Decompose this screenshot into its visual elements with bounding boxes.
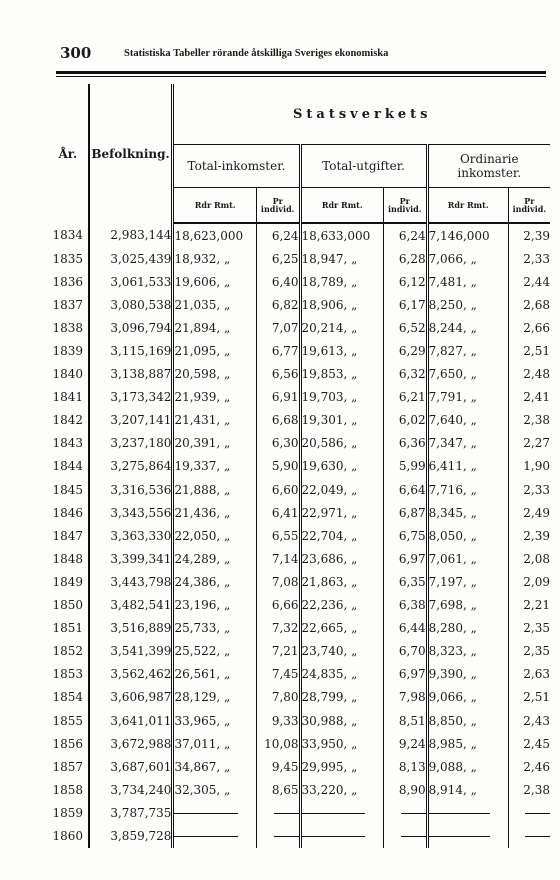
table-row: [48, 223, 550, 247]
cell-pop: 3,115,169: [89, 339, 173, 362]
table-row: [48, 594, 550, 617]
cell-oi: 8,850, „: [427, 709, 508, 732]
unit-per-individual: Pr individ.: [256, 188, 300, 224]
cell-year: 1860: [48, 824, 89, 847]
cell-tu: 22,049, „: [300, 478, 383, 501]
cell-tu: 18,906, „: [300, 293, 383, 316]
unit-rdr-rmt: Rdr Rmt.: [173, 188, 256, 224]
cell-oi-pr: 2,27: [508, 432, 550, 455]
table-row: [48, 339, 550, 362]
cell-oi-pr: 2,46: [508, 755, 550, 778]
cell-tu: 22,704, „: [300, 524, 383, 547]
cell-oi: 7,827, „: [427, 339, 508, 362]
cell-oi: [427, 801, 508, 824]
cell-ti: 37,011, „: [174, 736, 231, 751]
blank-dash: [525, 836, 550, 837]
cell-tu: 28,799, „: [300, 686, 383, 709]
cell-pop: 3,443,798: [89, 570, 173, 593]
cell-ti-pr: 6,40: [256, 270, 300, 293]
cell-pop: 3,207,141: [89, 409, 173, 432]
cell-oi: 8,244, „: [427, 316, 508, 339]
cell-ti-pr: 6,41: [256, 501, 300, 524]
cell-tu: 23,686, „: [300, 547, 383, 570]
cell-tu-pr: 5,99: [383, 455, 427, 478]
cell-pop: 3,672,988: [89, 732, 173, 755]
blank-dash: [429, 813, 491, 814]
cell-ti-pr: 6,68: [256, 409, 300, 432]
cell-pop: 3,734,240: [89, 778, 173, 801]
cell-tu-pr: 6,87: [383, 501, 427, 524]
cell-tu: 18,789, „: [300, 270, 383, 293]
cell-year: 1846: [48, 501, 89, 524]
cell-tu-pr: 6,44: [383, 617, 427, 640]
cell-oi-pr: 2,39: [508, 524, 550, 547]
cell-ti-pr: 6,60: [256, 478, 300, 501]
cell-oi: [427, 824, 508, 847]
cell-ti: 25,522, „: [174, 644, 231, 659]
cell-ti-pr: 6,56: [256, 363, 300, 386]
cell-ti: 18,932, „: [174, 251, 231, 266]
cell-oi-pr: 2,21: [508, 594, 550, 617]
cell-oi: 8,280, „: [427, 617, 508, 640]
cell-oi-pr: 2,63: [508, 663, 550, 686]
blank-dash: [429, 836, 491, 837]
cell-year: 1841: [48, 386, 89, 409]
table-body: [48, 223, 550, 848]
unit-rdr-rmt: Rdr Rmt.: [427, 188, 508, 224]
cell-ti: 24,386, „: [174, 574, 231, 589]
cell-oi: 7,066, „: [427, 247, 508, 270]
cell-oi-pr: 2,45: [508, 732, 550, 755]
cell-ti-pr: 7,07: [256, 316, 300, 339]
cell-oi: 7,197, „: [427, 570, 508, 593]
cell-ti: 19,606, „: [174, 274, 231, 289]
table-row: [48, 640, 550, 663]
cell-ti: 21,939, „: [174, 390, 231, 405]
cell-tu: 22,665, „: [300, 617, 383, 640]
cell-ti-pr: 6,77: [256, 339, 300, 362]
table-row: [48, 316, 550, 339]
blank-dash: [274, 813, 299, 814]
cell-tu-pr: 6,52: [383, 316, 427, 339]
cell-tu-pr: 8,51: [383, 709, 427, 732]
running-head: Statistiska Tabeller rörande åtskilliga Sveriges ekonomiska: [124, 48, 389, 59]
cell-tu-pr: [383, 801, 427, 824]
cell-tu: 30,988, „: [300, 709, 383, 732]
cell-oi-pr: 2,51: [508, 339, 550, 362]
cell-tu: 22,971, „: [300, 501, 383, 524]
cell-oi-pr: 2,49: [508, 501, 550, 524]
cell-pop: 3,096,794: [89, 316, 173, 339]
cell-year: 1859: [48, 801, 89, 824]
table-row: [48, 409, 550, 432]
header-rule-thin: [56, 76, 546, 77]
cell-ti-pr: 7,32: [256, 617, 300, 640]
cell-oi-pr: 2,41: [508, 386, 550, 409]
cell-year: 1857: [48, 755, 89, 778]
cell-tu: 18,633,000: [300, 223, 383, 247]
cell-tu: 29,995, „: [300, 755, 383, 778]
cell-tu-pr: 7,98: [383, 686, 427, 709]
cell-ti: 20,391, „: [174, 436, 231, 451]
cell-year: 1849: [48, 570, 89, 593]
cell-ti-pr: 7,80: [256, 686, 300, 709]
cell-ti: 23,196, „: [174, 598, 231, 613]
cell-oi: 7,640, „: [427, 409, 508, 432]
table-row: [48, 478, 550, 501]
cell-ti: 21,894, „: [174, 320, 231, 335]
cell-oi: 8,050, „: [427, 524, 508, 547]
cell-year: 1834: [48, 223, 89, 247]
cell-pop: 3,138,887: [89, 363, 173, 386]
cell-ti-pr: 10,08: [256, 732, 300, 755]
header-rule-thick: [56, 71, 546, 74]
cell-ti: 25,733, „: [174, 621, 231, 636]
cell-oi: 7,481, „: [427, 270, 508, 293]
cell-oi: 9,066, „: [427, 686, 508, 709]
cell-oi: 8,985, „: [427, 732, 508, 755]
cell-ti-pr: 6,82: [256, 293, 300, 316]
cell-oi: 8,323, „: [427, 640, 508, 663]
cell-tu-pr: [383, 824, 427, 847]
cell-pop: 3,275,864: [89, 455, 173, 478]
cell-year: 1843: [48, 432, 89, 455]
cell-ti: 19,337, „: [174, 459, 231, 474]
cell-year: 1844: [48, 455, 89, 478]
subheader-ordinary-income: Ordinarie inkomster.: [427, 145, 550, 188]
page-number: 300: [60, 44, 92, 62]
cell-pop: 3,516,889: [89, 617, 173, 640]
cell-oi: 7,791, „: [427, 386, 508, 409]
cell-tu-pr: 6,17: [383, 293, 427, 316]
cell-tu: 33,220, „: [300, 778, 383, 801]
cell-year: 1858: [48, 778, 89, 801]
cell-ti-pr: 6,30: [256, 432, 300, 455]
blank-dash: [302, 836, 366, 837]
column-header-year: År.: [48, 84, 89, 223]
cell-year: 1848: [48, 547, 89, 570]
cell-ti-pr: 7,08: [256, 570, 300, 593]
blank-dash: [401, 813, 426, 814]
statistics-table: [48, 84, 550, 848]
cell-pop: 3,541,399: [89, 640, 173, 663]
cell-oi-pr: 2,35: [508, 617, 550, 640]
cell-oi: 9,390, „: [427, 663, 508, 686]
cell-oi: 8,250, „: [427, 293, 508, 316]
table-row: [48, 386, 550, 409]
table-row: [48, 663, 550, 686]
table-row: [48, 686, 550, 709]
cell-year: 1837: [48, 293, 89, 316]
cell-ti-pr: 6,25: [256, 247, 300, 270]
cell-pop: 3,316,536: [89, 478, 173, 501]
cell-pop: 3,641,011: [89, 709, 173, 732]
cell-oi-pr: 2,51: [508, 686, 550, 709]
cell-pop: 3,363,330: [89, 524, 173, 547]
cell-tu: 20,214, „: [300, 316, 383, 339]
table-row: [48, 455, 550, 478]
cell-oi-pr: 2,33: [508, 478, 550, 501]
cell-oi: 7,146,000: [427, 223, 508, 247]
cell-tu: 33,950, „: [300, 732, 383, 755]
cell-tu: [300, 824, 383, 847]
table-row: [48, 570, 550, 593]
blank-dash: [274, 836, 299, 837]
cell-ti: 20,598, „: [174, 367, 231, 382]
cell-oi-pr: 2,35: [508, 640, 550, 663]
cell-ti-pr: 6,91: [256, 386, 300, 409]
cell-pop: 3,399,341: [89, 547, 173, 570]
cell-tu-pr: 6,97: [383, 663, 427, 686]
cell-year: 1854: [48, 686, 89, 709]
cell-tu: [300, 801, 383, 824]
cell-pop: 3,061,533: [89, 270, 173, 293]
cell-ti: [173, 824, 256, 847]
cell-tu: 18,947, „: [300, 247, 383, 270]
blank-dash: [401, 836, 426, 837]
cell-ti: 33,965, „: [174, 713, 231, 728]
table-row: [48, 501, 550, 524]
cell-ti-pr: 7,21: [256, 640, 300, 663]
table-row: [48, 547, 550, 570]
cell-year: 1855: [48, 709, 89, 732]
cell-oi-pr: 2,08: [508, 547, 550, 570]
table-row: [48, 801, 550, 824]
cell-ti: 21,035, „: [174, 297, 231, 312]
cell-year: 1839: [48, 339, 89, 362]
cell-tu-pr: 9,24: [383, 732, 427, 755]
cell-ti-pr: [256, 824, 300, 847]
cell-tu: 19,630, „: [300, 455, 383, 478]
cell-oi: 7,347, „: [427, 432, 508, 455]
cell-pop: 3,787,735: [89, 801, 173, 824]
cell-pop: 3,687,601: [89, 755, 173, 778]
cell-ti-pr: 8,65: [256, 778, 300, 801]
cell-pop: 3,025,439: [89, 247, 173, 270]
cell-year: 1836: [48, 270, 89, 293]
table-row: [48, 524, 550, 547]
cell-ti: 22,050, „: [174, 528, 231, 543]
cell-tu: 19,853, „: [300, 363, 383, 386]
cell-ti-pr: 6,55: [256, 524, 300, 547]
cell-tu-pr: 6,32: [383, 363, 427, 386]
table-row: [48, 363, 550, 386]
cell-ti-pr: 7,14: [256, 547, 300, 570]
cell-oi-pr: 2,48: [508, 363, 550, 386]
cell-ti: [173, 801, 256, 824]
cell-ti-pr: [256, 801, 300, 824]
cell-ti: 34,867, „: [174, 759, 231, 774]
cell-oi-pr: 2,44: [508, 270, 550, 293]
cell-oi: 9,088, „: [427, 755, 508, 778]
cell-oi: 7,698, „: [427, 594, 508, 617]
cell-tu: 20,586, „: [300, 432, 383, 455]
table-row: [48, 432, 550, 455]
cell-ti-pr: 9,45: [256, 755, 300, 778]
cell-tu-pr: 6,75: [383, 524, 427, 547]
cell-pop: 3,080,538: [89, 293, 173, 316]
cell-tu-pr: 6,12: [383, 270, 427, 293]
cell-oi-pr: 2,39: [508, 223, 550, 247]
cell-tu-pr: 8,90: [383, 778, 427, 801]
cell-pop: 3,606,987: [89, 686, 173, 709]
cell-year: 1842: [48, 409, 89, 432]
blank-dash: [302, 813, 366, 814]
cell-oi-pr: 2,33: [508, 247, 550, 270]
unit-rdr-rmt: Rdr Rmt.: [300, 188, 383, 224]
cell-tu-pr: 6,02: [383, 409, 427, 432]
cell-pop: 3,562,462: [89, 663, 173, 686]
unit-per-individual: Pr individ.: [508, 188, 550, 224]
cell-tu-pr: 6,35: [383, 570, 427, 593]
cell-pop: 3,237,180: [89, 432, 173, 455]
cell-pop: 3,173,342: [89, 386, 173, 409]
subheader-total-expenditure: Total-utgifter.: [300, 145, 427, 188]
cell-oi-pr: 2,38: [508, 778, 550, 801]
cell-oi: 7,716, „: [427, 478, 508, 501]
table-row: [48, 270, 550, 293]
cell-tu-pr: 6,29: [383, 339, 427, 362]
cell-year: 1835: [48, 247, 89, 270]
unit-per-individual: Pr individ.: [383, 188, 427, 224]
table-row: [48, 755, 550, 778]
cell-oi-pr: 2,66: [508, 316, 550, 339]
cell-ti: 32,305, „: [174, 782, 231, 797]
cell-year: 1856: [48, 732, 89, 755]
cell-oi-pr: 2,68: [508, 293, 550, 316]
blank-dash: [525, 813, 550, 814]
blank-dash: [174, 836, 238, 837]
cell-year: 1838: [48, 316, 89, 339]
cell-tu-pr: 6,28: [383, 247, 427, 270]
cell-tu-pr: 6,38: [383, 594, 427, 617]
cell-tu-pr: 8,13: [383, 755, 427, 778]
cell-oi-pr: 2,09: [508, 570, 550, 593]
column-header-population: Befolkning.: [89, 84, 173, 223]
cell-year: 1853: [48, 663, 89, 686]
group-header-statsverkets: Statsverkets: [173, 84, 550, 145]
cell-year: 1847: [48, 524, 89, 547]
cell-pop: 3,343,556: [89, 501, 173, 524]
cell-ti-pr: 5,90: [256, 455, 300, 478]
cell-oi: 7,061, „: [427, 547, 508, 570]
cell-tu-pr: 6,70: [383, 640, 427, 663]
cell-year: 1840: [48, 363, 89, 386]
blank-dash: [174, 813, 238, 814]
cell-tu-pr: 6,24: [383, 223, 427, 247]
cell-year: 1845: [48, 478, 89, 501]
cell-year: 1852: [48, 640, 89, 663]
cell-ti: 18,623,000: [174, 228, 244, 243]
cell-oi-pr: [508, 824, 550, 847]
cell-tu: 23,740, „: [300, 640, 383, 663]
cell-tu: 24,835, „: [300, 663, 383, 686]
cell-ti: 26,561, „: [174, 667, 231, 682]
subheader-total-income: Total-inkomster.: [173, 145, 300, 188]
table-row: [48, 732, 550, 755]
cell-ti: 21,436, „: [174, 505, 231, 520]
cell-pop: 3,859,728: [89, 824, 173, 847]
cell-ti: 21,431, „: [174, 413, 231, 428]
cell-tu: 21,863, „: [300, 570, 383, 593]
cell-oi: 7,650, „: [427, 363, 508, 386]
table-row: [48, 778, 550, 801]
cell-ti: 28,129, „: [174, 690, 231, 705]
cell-tu: 22,236, „: [300, 594, 383, 617]
cell-oi-pr: 2,38: [508, 409, 550, 432]
cell-ti-pr: 6,24: [256, 223, 300, 247]
cell-oi-pr: [508, 801, 550, 824]
cell-tu: 19,613, „: [300, 339, 383, 362]
cell-tu-pr: 6,97: [383, 547, 427, 570]
cell-oi: 8,914, „: [427, 778, 508, 801]
cell-ti: 21,095, „: [174, 344, 231, 359]
table-row: [48, 293, 550, 316]
cell-tu: 19,301, „: [300, 409, 383, 432]
cell-oi: 8,345, „: [427, 501, 508, 524]
cell-tu-pr: 6,21: [383, 386, 427, 409]
cell-pop: 3,482,541: [89, 594, 173, 617]
cell-tu: 19,703, „: [300, 386, 383, 409]
cell-oi: 6,411, „: [427, 455, 508, 478]
cell-oi-pr: 1,90: [508, 455, 550, 478]
cell-ti: 24,289, „: [174, 551, 231, 566]
table-row: [48, 824, 550, 847]
cell-ti-pr: 6,66: [256, 594, 300, 617]
cell-tu-pr: 6,64: [383, 478, 427, 501]
cell-ti-pr: 9,33: [256, 709, 300, 732]
cell-ti: 21,888, „: [174, 482, 231, 497]
cell-year: 1851: [48, 617, 89, 640]
table-row: [48, 709, 550, 732]
cell-tu-pr: 6,36: [383, 432, 427, 455]
cell-oi-pr: 2,43: [508, 709, 550, 732]
table-row: [48, 247, 550, 270]
cell-ti-pr: 7,45: [256, 663, 300, 686]
cell-pop: 2,983,144: [89, 223, 173, 247]
table-row: [48, 617, 550, 640]
cell-year: 1850: [48, 594, 89, 617]
